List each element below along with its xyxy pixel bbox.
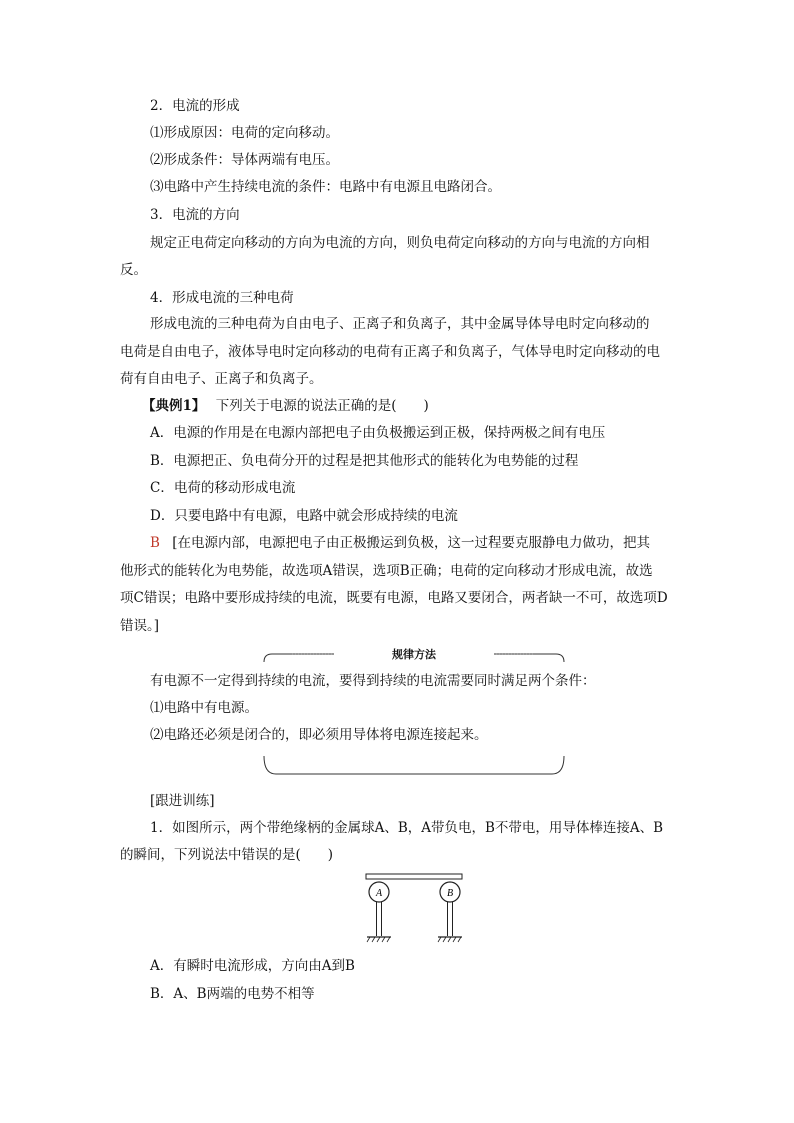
metal-balls-figure <box>364 872 464 944</box>
section-3-para: 反。 <box>120 262 147 278</box>
practice-option: A．有瞬时电流形成，方向由A到B <box>150 958 355 974</box>
section-2-item: ⑴形成原因：电荷的定向移动。 <box>150 125 339 141</box>
section-4-para: 电荷是自由电子，液体导电时定向移动的电荷有正离子和负离子，气体导电时定向移动的电 <box>120 344 660 360</box>
practice-option: B．A、B两端的电势不相等 <box>150 986 315 1002</box>
example-option: D．只要电路中有电源，电路中就会形成持续的电流 <box>150 508 458 524</box>
example-option: C．电荷的移动形成电流 <box>150 480 296 496</box>
example-explanation: 他形式的能转化为电势能，故选项A错误，选项B正确；电荷的定向移动才形成电流，故选 <box>120 563 653 579</box>
section-2-item: ⑶电路中产生持续电流的条件：电路中有电源且电路闭合。 <box>150 179 501 195</box>
ball-a-label: A <box>375 888 383 899</box>
example-question <box>142 396 429 416</box>
section-3-para: 规定正电荷定向移动的方向为电流的方向，则负电荷定向移动的方向与电流的方向相 <box>150 235 650 251</box>
method-line: ⑵电路还必须是闭合的，即必须用导体将电源连接起来。 <box>150 727 488 743</box>
section-2-item: ⑵形成条件：导体两端有电压。 <box>150 152 339 168</box>
section-4-heading: 4．形成电流的三种电荷 <box>150 290 294 306</box>
practice-question: 1．如图所示，两个带绝缘柄的金属球A、B，A带负电，B不带电，用导体棒连接A、B <box>150 820 664 836</box>
method-title: 规律方法 <box>392 648 436 661</box>
example-option: A．电源的作用是在电源内部把电子由负极搬运到正极，保持两极之间有电压 <box>150 425 606 441</box>
example-explanation: 项C错误；电路中要形成持续的电流，既要有电源，电路又要闭合，两者缺一不可，故选项D <box>120 590 668 606</box>
ball-b-label: B <box>446 888 454 899</box>
section-4-para: 荷有自由电子、正离子和负离子。 <box>120 371 323 387</box>
section-3-heading: 3．电流的方向 <box>150 207 240 223</box>
section-4-para: 形成电流的三种电荷为自由电子、正离子和负离子，其中金属导体导电时定向移动的 <box>150 316 650 332</box>
answer-letter: B <box>150 535 160 551</box>
example-explanation <box>150 533 650 553</box>
example-question-text: 下列关于电源的说法正确的是( ) <box>215 398 429 414</box>
practice-question: 的瞬间，下列说法中错误的是( ) <box>120 847 334 863</box>
method-line: ⑴电路中有电源。 <box>150 700 258 716</box>
example-option: B．电源把正、负电荷分开的过程是把其他形式的能转化为电势能的过程 <box>150 453 579 469</box>
practice-tag: [跟进训练] <box>150 793 215 809</box>
explanation-text: [在电源内部，电源把电子由正极搬运到负极，这一过程要克服静电力做功，把其 <box>172 535 650 551</box>
example-explanation: 错误。] <box>120 618 160 634</box>
example-tag: 【典例1】 <box>142 398 206 414</box>
section-2-heading: 2．电流的形成 <box>150 98 240 114</box>
conductor-rod <box>366 874 462 879</box>
method-line: 有电源不一定得到持续的电流，要得到持续的电流需要同时满足两个条件： <box>150 673 596 689</box>
